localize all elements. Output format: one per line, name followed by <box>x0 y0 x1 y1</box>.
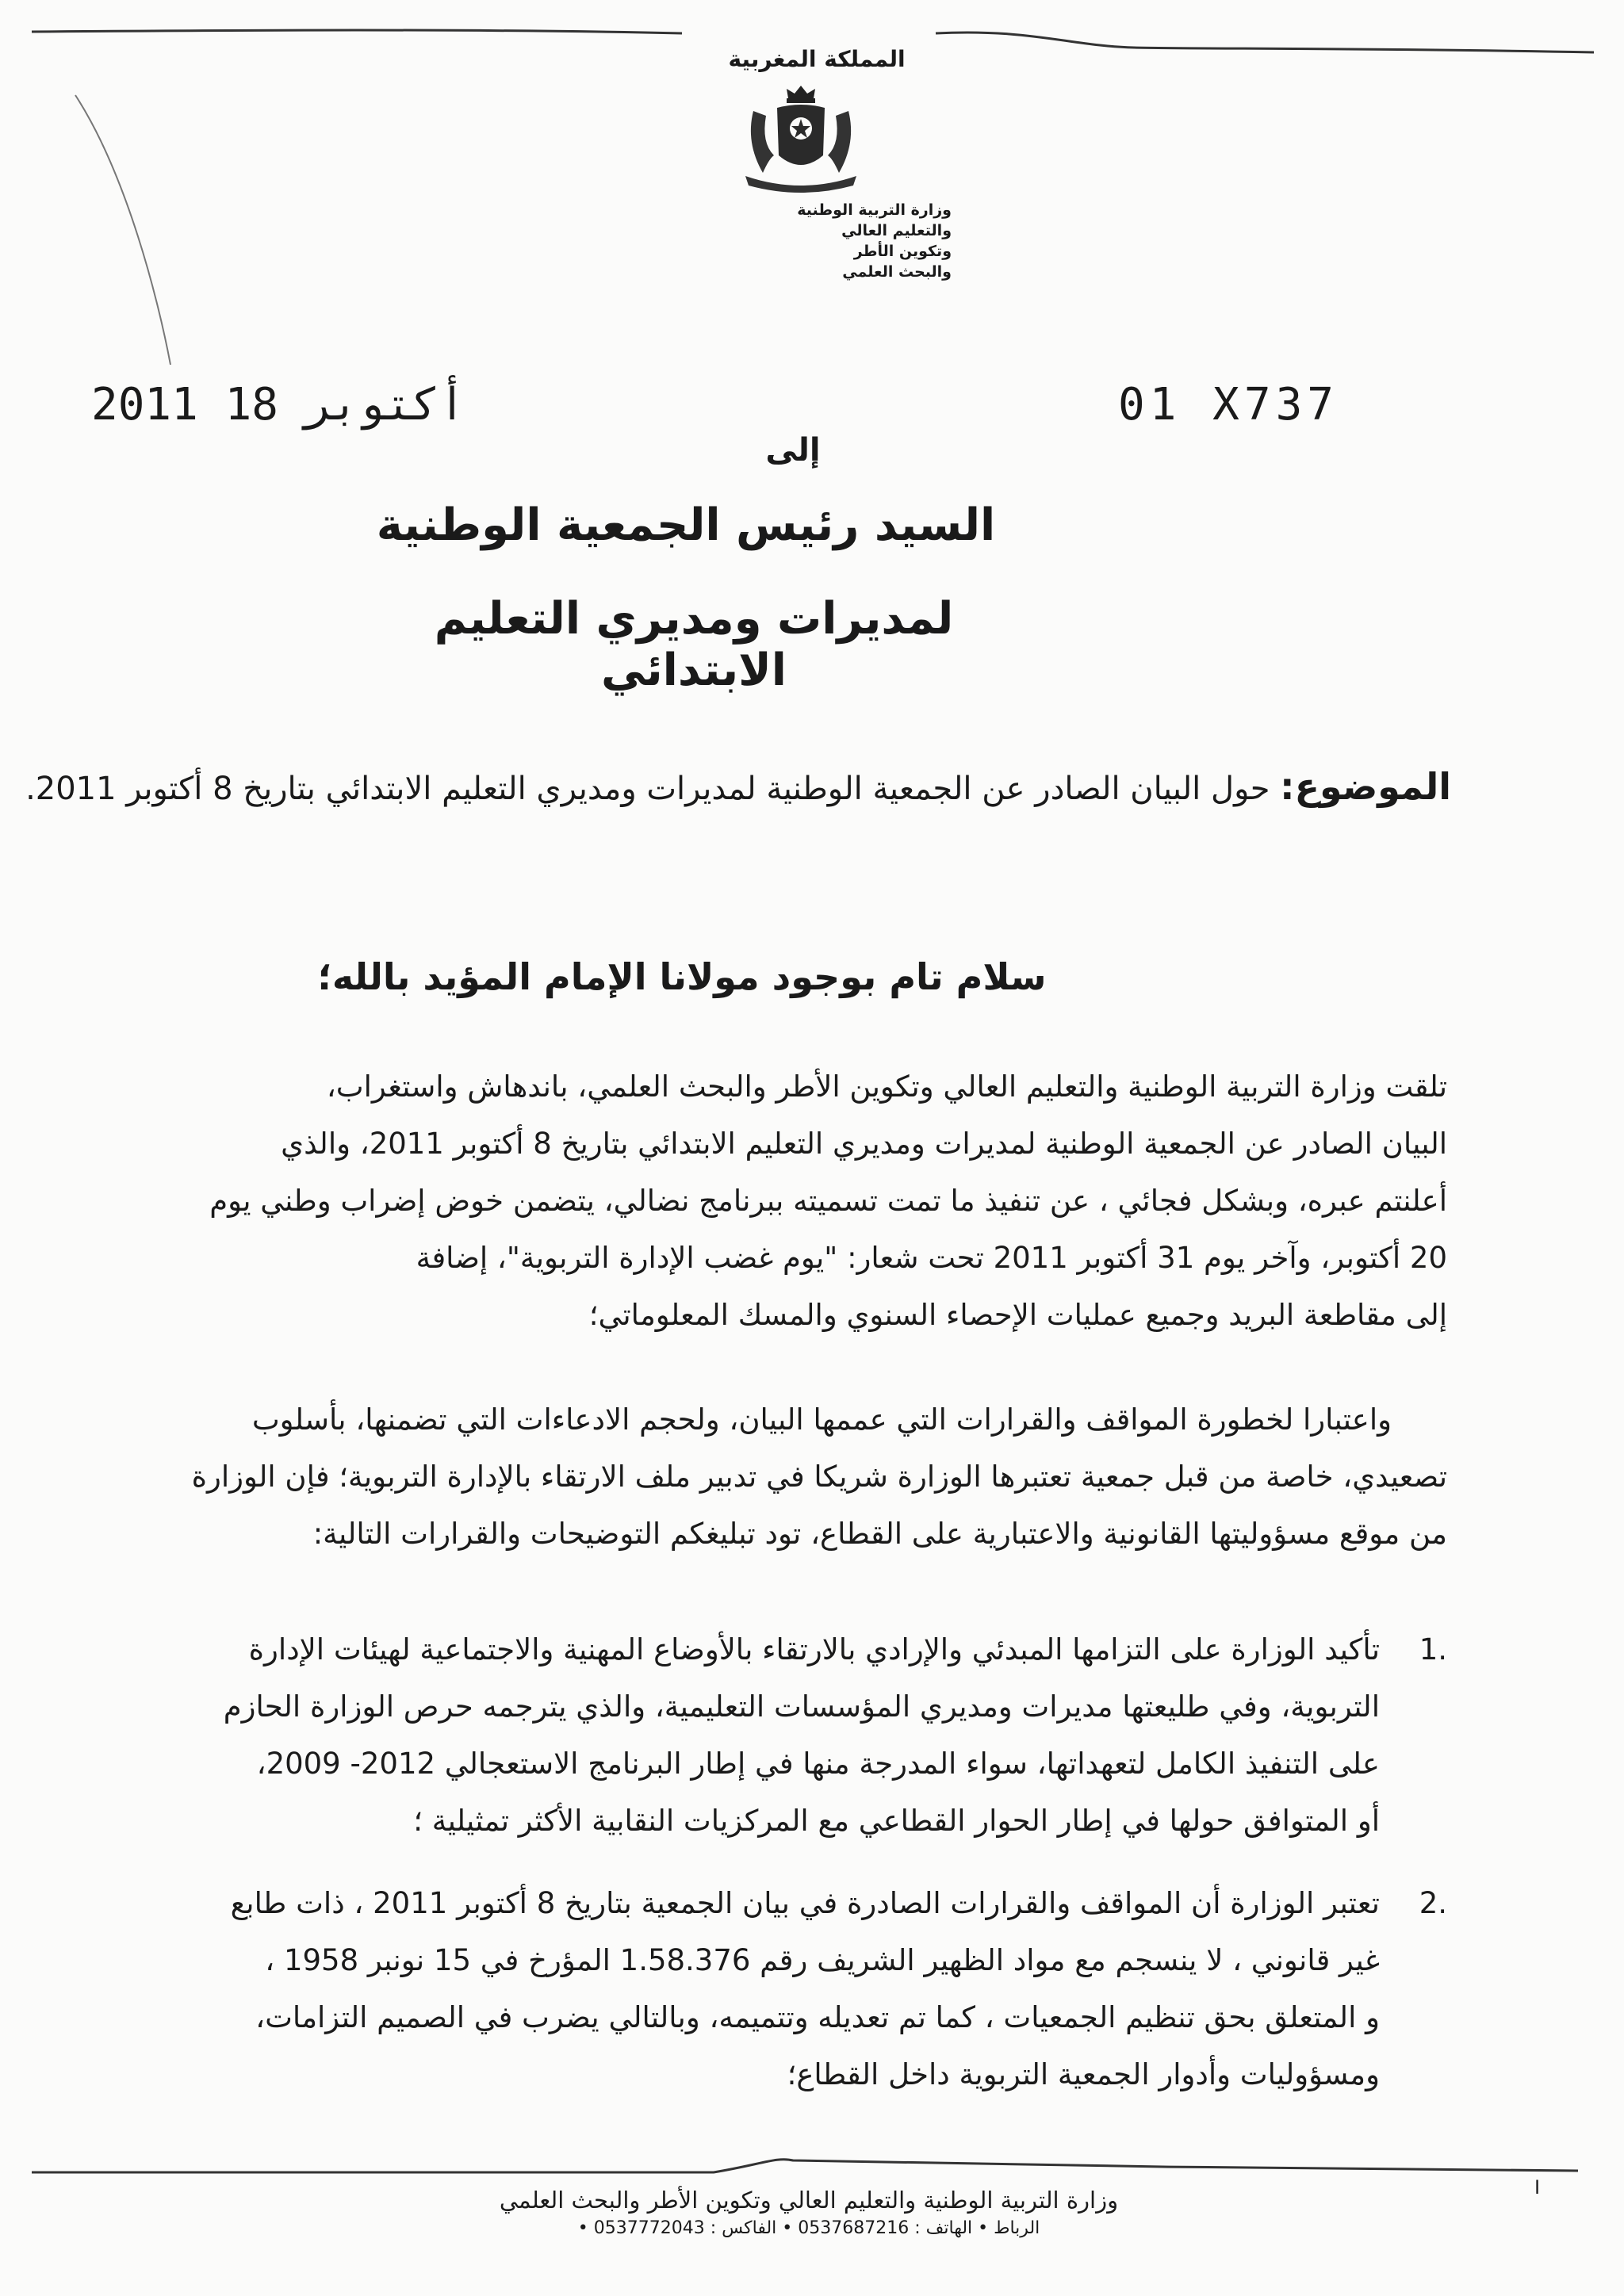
subject-text: حول البيان الصادر عن الجمعية الوطنية لمديرات ومديري التعليم الابتدائي بتاريخ 8 أكتوبر 2011. <box>25 771 1270 807</box>
page-mark: I <box>1534 2176 1541 2198</box>
item-line: ومسؤوليات وأدوار الجمعية التربوية داخل القطاع؛ <box>787 2057 1380 2091</box>
item-line: أو المتوافق حولها في إطار الحوار القطاعي مع المركزيات النقابية الأكثر تمثيلية ؛ <box>413 1804 1380 1838</box>
paragraph-line: تلقت وزارة التربية الوطنية والتعليم العالي وتكوين الأطر والبحث العلمي، باندهاش واستغراب، <box>326 1070 1447 1104</box>
addressee-line-1: السيد رئيس الجمعية الوطنية <box>376 499 996 551</box>
item-line: تعتبر الوزارة أن المواقف والقرارات الصادرة في بيان الجمعية بتاريخ 8 أكتوبر 2011 ، ذات طابع <box>230 1886 1380 1920</box>
footer-contact: الرباط • الهاتف : 0537687216 • الفاكس : 0537772043 • <box>577 2218 1040 2238</box>
paragraph-line: إلى مقاطعة البريد وجميع عمليات الإحصاء السنوي والمسك المعلوماتي؛ <box>588 1298 1447 1332</box>
numbered-item-1 <box>91 1621 1447 1850</box>
ministry-line: والتعليم العالي <box>841 222 952 239</box>
item-number: 2. <box>1419 1886 1447 1920</box>
paragraph-line: من موقع مسؤوليتها القانونية والاعتبارية على القطاع، تود تبليغكم التوضيحات والقرارات التالية: <box>312 1517 1447 1551</box>
item-line: على التنفيذ الكامل لتعهداتها، سواء المدرجة منها في إطار البرنامج الاستعجالي 2012- 2009، <box>256 1747 1380 1781</box>
reference-number: 01 X737 <box>1118 379 1339 430</box>
paragraph-line: أعلنتم عبره، وبشكل فجائي ، عن تنفيذ ما تمت تسميته ببرنامج نضالي، يتضمن خوض إضراب وطني يوم <box>209 1184 1447 1218</box>
ministry-letterhead <box>619 200 952 282</box>
ministry-line: وتكوين الأطر <box>853 243 952 260</box>
letter-date: 2011 أكتوبر 18 <box>91 379 466 430</box>
paragraph-2 <box>91 1391 1447 1563</box>
item-line: غير قانوني ، لا ينسجم مع مواد الظهير الشريف رقم 1.58.376 المؤرخ في 15 نونبر 1958 ، <box>265 1943 1380 1977</box>
item-line: التربوية، وفي طليعتها مديرات ومديري المؤسسات التعليمية، والذي يترجمه حرص الوزارة الحازم <box>223 1689 1380 1724</box>
paragraph-line: 20 أكتوبر، وآخر يوم 31 أكتوبر 2011 تحت شعار: "يوم غضب الإدارة التربوية"، إضافة <box>416 1241 1447 1275</box>
greeting: سلام تام بوجود مولانا الإمام المؤيد بالله؛ <box>317 955 1047 998</box>
page-footer <box>412 2187 1205 2238</box>
subject-label: الموضوع: <box>1280 765 1451 808</box>
to-label: إلى <box>765 432 821 469</box>
subject-line <box>25 765 1451 808</box>
ministry-line: وزارة التربية الوطنية <box>797 201 952 219</box>
paragraph-line: تصعيدي، خاصة من قبل جمعية تعتبرها الوزارة شريكا في تدبير ملف الارتقاء بالإدارة التربوية؛ فإن الوزارة <box>191 1460 1447 1494</box>
addressee-line-2: لمديرات ومديري التعليم الابتدائي <box>434 593 954 696</box>
paragraph-1 <box>91 1058 1447 1344</box>
item-number: 1. <box>1419 1632 1447 1667</box>
ministry-line: والبحث العلمي <box>842 263 952 281</box>
item-line: تأكيد الوزارة على التزامها المبدئي والإرادي بالارتقاء بالأوضاع المهنية والاجتماعية لهيئات الإدارة <box>248 1632 1380 1667</box>
numbered-item-2 <box>91 1875 1447 2103</box>
item-line: و المتعلق بحق تنظيم الجمعيات ، كما تم تعديله وتتميمه، وبالتالي يضرب في الصميم التزامات، <box>255 2000 1380 2034</box>
kingdom-header: المملكة المغربية <box>728 46 906 72</box>
footer-ministry: وزارة التربية الوطنية والتعليم العالي وتكوين الأطر والبحث العلمي <box>499 2187 1119 2214</box>
royal-emblem-icon <box>722 79 880 198</box>
paragraph-line: واعتبارا لخطورة المواقف والقرارات التي عممها البيان، ولحجم الادعاءات التي تضمنها، بأسلوب <box>251 1402 1392 1437</box>
paragraph-line: البيان الصادر عن الجمعية الوطنية لمديرات ومديري التعليم الابتدائي بتاريخ 8 أكتوبر 2011، والذي <box>281 1127 1447 1161</box>
